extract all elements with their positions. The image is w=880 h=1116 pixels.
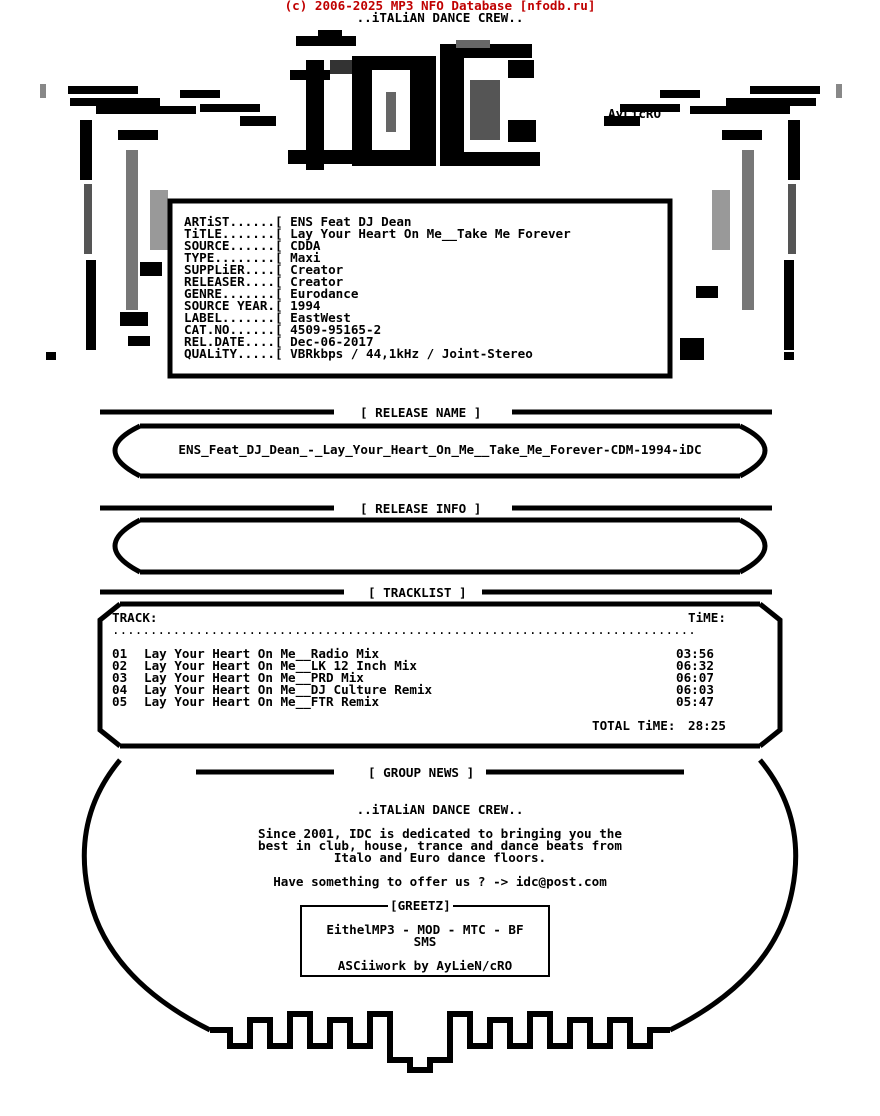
track-time: 03:56: [676, 646, 714, 661]
info-label: TiTLE.......[: [184, 226, 283, 241]
info-value: Maxi: [290, 250, 321, 265]
track-row: [112, 696, 732, 708]
info-row-quality: [184, 348, 571, 360]
info-label: TYPE........[: [184, 250, 283, 265]
track-title: Lay Your Heart On Me__PRD Mix: [144, 670, 364, 685]
track-time: 05:47: [676, 694, 714, 709]
track-title: Lay Your Heart On Me__DJ Culture Remix: [144, 682, 433, 697]
track-time: 06:03: [676, 682, 714, 697]
info-label: REL.DATE....[: [184, 334, 283, 349]
info-value: Lay Your Heart On Me__Take Me Forever: [290, 226, 571, 241]
nfodb-header: (c) 2006-2025 MP3 NFO Database [nfodb.ru]: [284, 0, 596, 13]
release-name-value: ENS_Feat_DJ_Dean_-_Lay_Your_Heart_On_Me__Take_Me_Forever-CDM-1994-iDC: [178, 442, 702, 457]
info-label: SOURCE......[: [184, 238, 283, 253]
track-number: 02: [112, 658, 128, 673]
track-list: [112, 648, 732, 708]
track-title: Lay Your Heart On Me__LK 12 Inch Mix: [144, 658, 417, 673]
track-number: 05: [112, 694, 128, 709]
news-line-3: Italo and Euro dance floors.: [333, 850, 547, 865]
track-number: 04: [112, 682, 128, 697]
info-value: Creator: [290, 274, 344, 289]
info-label: ARTiST......[: [184, 214, 283, 229]
info-label: GENRE.......[: [184, 286, 283, 301]
info-value: VBRkbps / 44,1kHz / Joint-Stereo: [290, 346, 533, 361]
news-offer: Have something to offer us ? -> idc@post.com: [273, 874, 607, 889]
right-wing: [604, 84, 842, 360]
news-crew: ..iTALiAN DANCE CREW..: [356, 802, 524, 817]
track-number: 03: [112, 670, 128, 685]
info-value: EastWest: [290, 310, 351, 325]
track-time: 06:32: [676, 658, 714, 673]
track-title: Lay Your Heart On Me__Radio Mix: [144, 646, 380, 661]
tracklist-heading: [ TRACKLIST ]: [364, 587, 471, 599]
group-news-heading: [ GROUP NEWS ]: [364, 767, 478, 779]
release-info-heading: [ RELEASE INFO ]: [356, 503, 485, 515]
bottom-zigzag: [210, 1014, 670, 1070]
greetz-heading: [GREETZ]: [390, 898, 451, 913]
release-name-heading: [ RELEASE NAME ]: [356, 407, 485, 419]
track-time: 06:07: [676, 670, 714, 685]
info-value: Creator: [290, 262, 344, 277]
greetz-line-1: EithelMP3 - MOD - MTC - BF: [326, 922, 524, 937]
info-label: RELEASER....[: [184, 274, 283, 289]
artist-tag: AyLicRO: [608, 106, 662, 121]
total-time-label: TOTAL TiME:: [592, 718, 676, 733]
idc-logo: [288, 30, 540, 170]
news-line-2: best in club, house, trance and dance beats from: [258, 838, 622, 853]
info-label: SOURCE YEAR.[: [184, 298, 283, 313]
info-value: ENS Feat DJ Dean: [290, 214, 412, 229]
info-label: CAT.NO......[: [184, 322, 283, 337]
time-column-header: TiME:: [688, 610, 726, 625]
greetz-credit: ASCiiwork by AyLieN/cRO: [337, 958, 513, 973]
info-value: Dec-06-2017: [290, 334, 374, 349]
info-value: 4509-95165-2: [290, 322, 382, 337]
track-column-header: TRACK:: [112, 610, 158, 625]
info-label: LABEL.......[: [184, 310, 283, 325]
release-info-frame: [100, 508, 772, 572]
tracklist-divider: .............................................................................: [112, 622, 696, 637]
info-value: Eurodance: [290, 286, 359, 301]
total-time-value: 28:25: [688, 718, 726, 733]
crew-tagline: ..iTALiAN DANCE CREW..: [356, 10, 524, 25]
news-line-1: Since 2001, IDC is dedicated to bringing you the: [258, 826, 622, 841]
info-box: [184, 216, 571, 360]
track-title: Lay Your Heart On Me__FTR Remix: [144, 694, 380, 709]
track-number: 01: [112, 646, 128, 661]
info-value: 1994: [290, 298, 321, 313]
info-label: SUPPLiER....[: [184, 262, 283, 277]
group-news-frame: [84, 760, 795, 1030]
info-label: QUALiTY.....[: [184, 346, 283, 361]
greetz-line-2: SMS: [413, 934, 437, 949]
info-value: CDDA: [290, 238, 321, 253]
